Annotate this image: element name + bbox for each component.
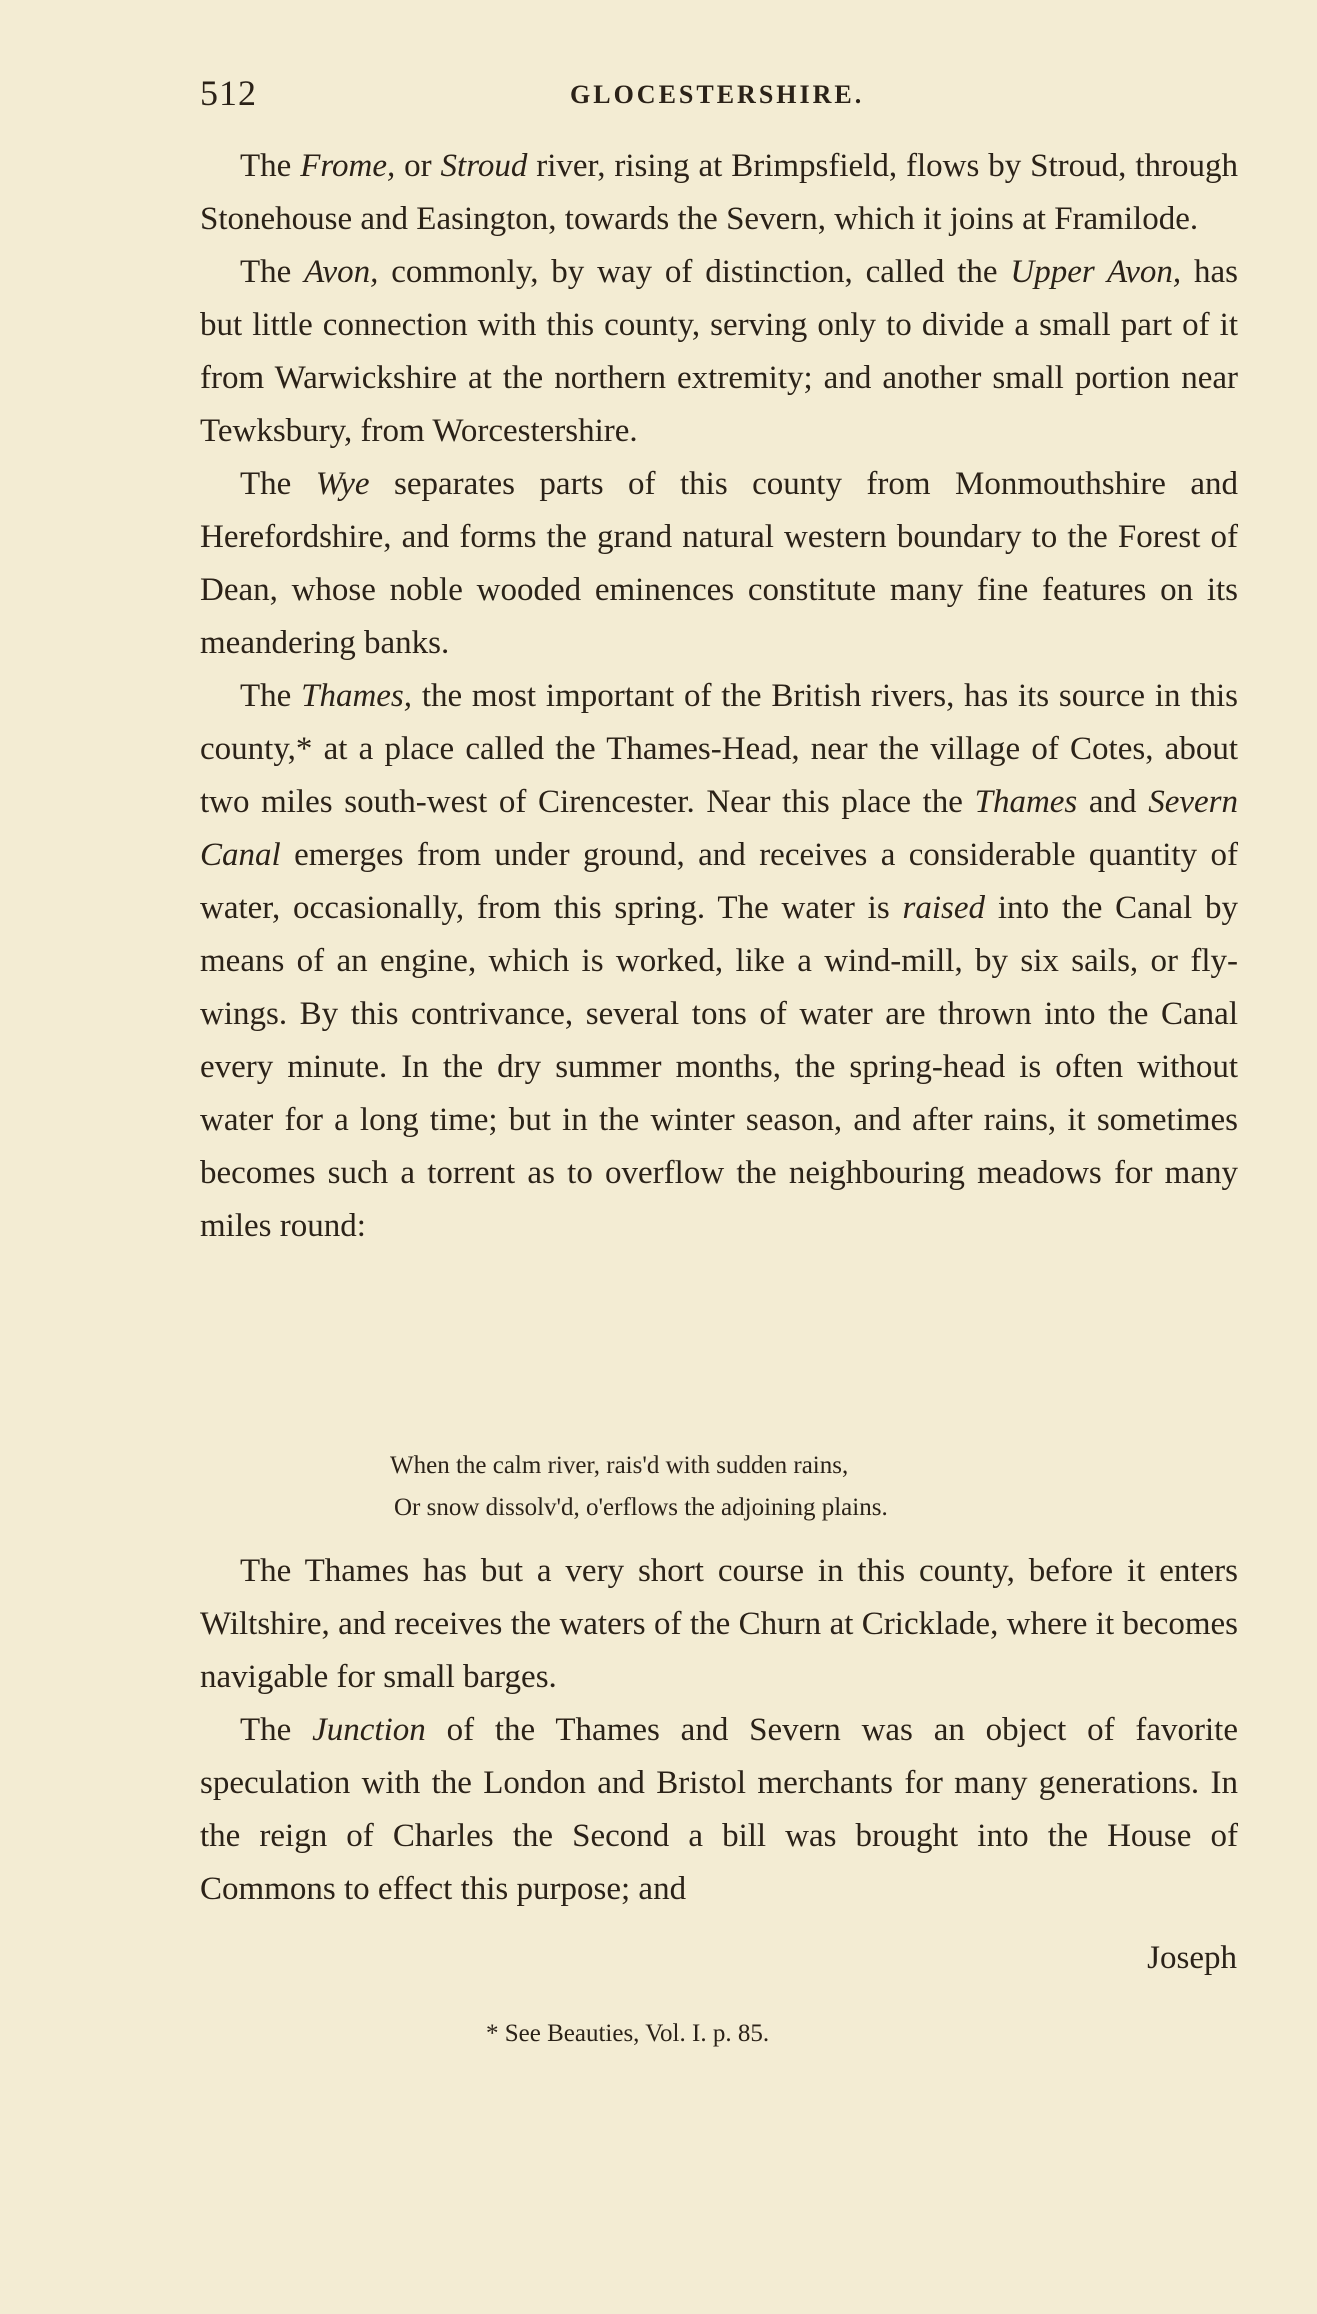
italic-text: Frome,	[300, 148, 396, 184]
italic-text: Stroud	[440, 148, 528, 184]
text-run: or	[395, 148, 441, 184]
catchword: Joseph	[1147, 1940, 1237, 1976]
text-run: has but little connection with this county, serving only to divide a small part of it from Warwickshire at the northern extremity; and another small portion near Tewksbury, from Worcestershire.	[200, 254, 1239, 449]
paragraph	[200, 458, 1238, 670]
page-number: 512	[200, 73, 257, 113]
paragraph	[200, 140, 1238, 246]
text-run: The	[240, 148, 301, 184]
text-run: commonly, by way of distinction, called the	[378, 254, 1011, 290]
text-run: The	[240, 1712, 313, 1748]
italic-text: Avon,	[304, 254, 379, 290]
footnote: * See Beauties, Vol. I. p. 85.	[486, 2020, 770, 2047]
text-run: river, rising at Brimpsfield, flows by Stroud, through Stonehouse and Easington, towards the Severn, which it joins at Framilode.	[200, 148, 1238, 237]
text-run: of the Thames and Severn was an object of favorite speculation with the London and Bristol merchants for many generations. In the reign of Charles the Second a bill was brought into the House of Commons to effect this purpose; and	[200, 1712, 1238, 1907]
italic-text: Thames,	[301, 678, 413, 714]
paragraph	[200, 1704, 1238, 1916]
text-run: emerges from under ground, and receives a considerable quantity of water, occasionally, from this spring. The water is	[200, 837, 1238, 926]
body-text-continued	[200, 1545, 1238, 1916]
text-run: The	[240, 466, 316, 502]
italic-text: Upper Avon,	[1010, 254, 1182, 290]
text-run: The	[240, 678, 302, 714]
page-header	[200, 72, 1240, 122]
italic-text: Severn Canal	[200, 784, 1238, 873]
text-run: and	[1077, 784, 1149, 820]
verse-quotation	[390, 1445, 1070, 1529]
paragraph	[200, 1545, 1238, 1704]
italic-text: Wye	[315, 466, 370, 502]
text-run: into the Canal by means of an engine, which is worked, like a wind-mill, by six sails, or fly-wings. By this contrivance, several tons of water are thrown into the Canal every minute. In the dry summer months, the spring-head is often without water for a long time; but in the winter season, and after rains, it sometimes becomes such a torrent as to overflow the neighbouring meadows for many miles round:	[200, 890, 1238, 1244]
text-run: The	[240, 254, 305, 290]
italic-text: Thames	[974, 784, 1078, 820]
italic-text: raised	[902, 890, 986, 926]
running-head: GLOCESTERSHIRE.	[570, 80, 865, 109]
paragraph	[200, 246, 1238, 458]
body-text	[200, 140, 1238, 1253]
text-run: separates parts of this county from Monmouthshire and Herefordshire, and forms the grand natural western boundary to the Forest of Dean, whose noble wooded eminences constitute many fine features on its meandering banks.	[200, 466, 1238, 661]
verse-line-2: Or snow dissolv'd, o'erflows the adjoining plains.	[394, 1494, 888, 1521]
verse-line-1: When the calm river, rais'd with sudden rains,	[390, 1452, 849, 1479]
paragraph	[200, 670, 1238, 1253]
text-run: The Thames has but a very short course in this county, before it enters Wiltshire, and receives the waters of the Churn at Cricklade, where it becomes navigable for small barges.	[200, 1553, 1238, 1695]
text-run: the most important of the British rivers, has its source in this county,* at a place called the Thames-Head, near the village of Cotes, about two miles south-west of Cirencester. Near this place the	[200, 678, 1238, 820]
italic-text: Junction	[312, 1712, 426, 1748]
